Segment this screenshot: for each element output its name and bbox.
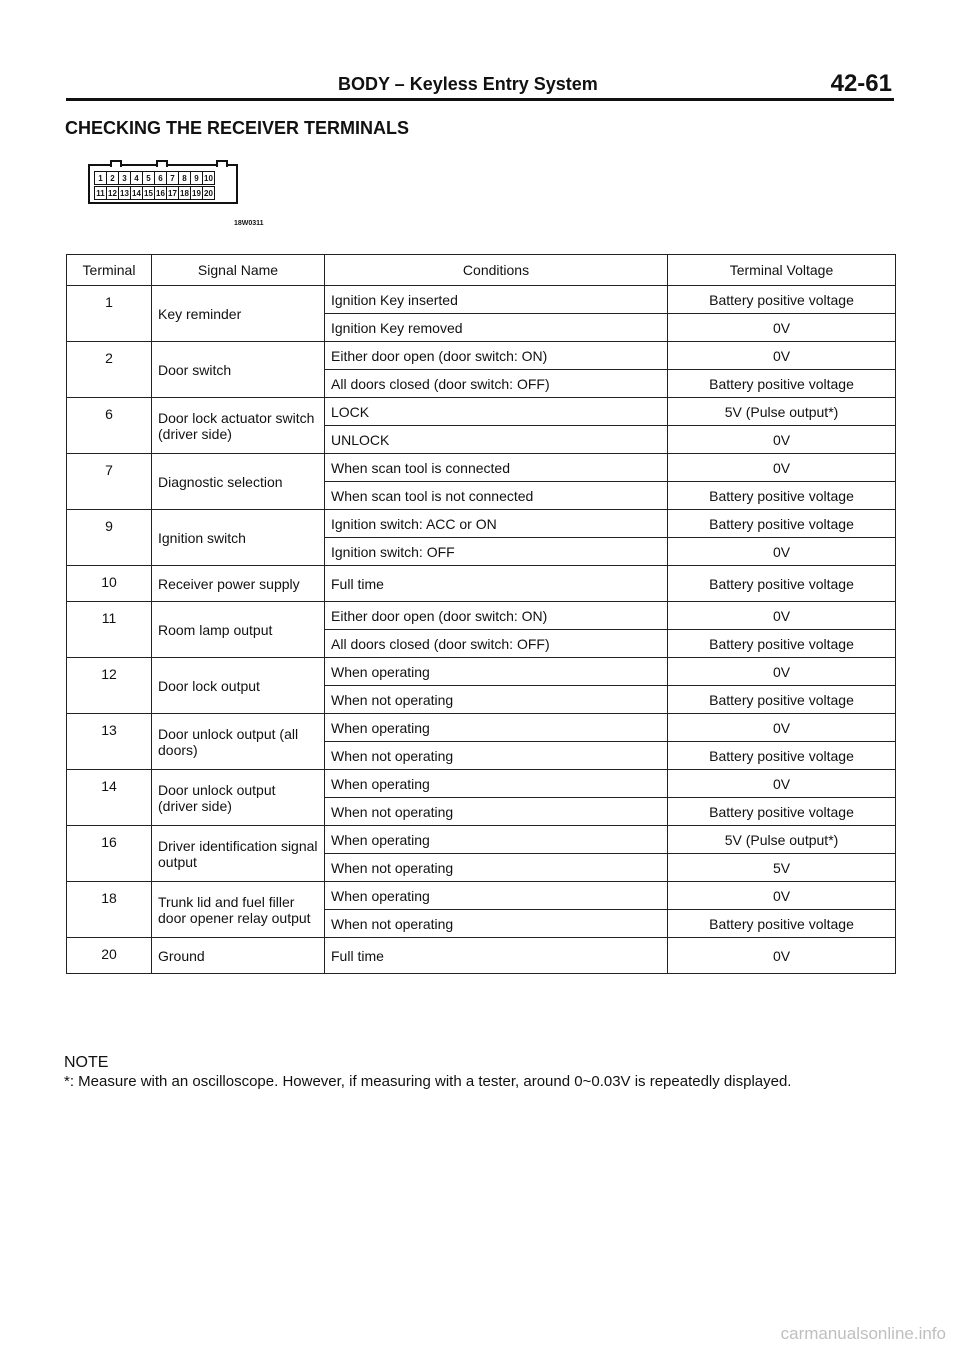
table-row [67, 342, 896, 370]
condition: LOCK [325, 398, 668, 426]
terminal-number: 1 [67, 286, 152, 342]
connector-pin: 9 [190, 171, 203, 185]
terminal-number: 2 [67, 342, 152, 398]
terminal-voltage: 0V [668, 454, 896, 482]
watermark: carmanualsonline.info [780, 1324, 946, 1343]
signal-name: Key reminder [152, 286, 325, 342]
terminal-voltage: 5V (Pulse output*) [668, 826, 896, 854]
signal-name: Receiver power supply [152, 566, 325, 602]
terminal-voltage: Battery positive voltage [668, 510, 896, 538]
condition: Ignition Key removed [325, 314, 668, 342]
terminal-voltage: Battery positive voltage [668, 910, 896, 938]
note-text: *: Measure with an oscilloscope. However, if measuring with a tester, around 0~0.03V is repeatedly displayed. [64, 1073, 792, 1090]
condition: Either door open (door switch: ON) [325, 342, 668, 370]
signal-name: Ignition switch [152, 510, 325, 566]
condition: When not operating [325, 686, 668, 714]
table-row [67, 714, 896, 742]
note-title: NOTE [64, 1054, 109, 1071]
signal-name: Door unlock output (driver side) [152, 770, 325, 826]
table-row [67, 938, 896, 974]
terminal-number: 9 [67, 510, 152, 566]
connector-pin: 19 [190, 186, 203, 200]
header-terminal: Terminal [67, 255, 152, 286]
condition: When operating [325, 658, 668, 686]
terminal-voltage: Battery positive voltage [668, 798, 896, 826]
connector-pin: 3 [118, 171, 131, 185]
terminal-voltage: 0V [668, 714, 896, 742]
terminal-voltage: 0V [668, 538, 896, 566]
header-terminal-voltage: Terminal Voltage [668, 255, 896, 286]
connector-latch-left [110, 160, 122, 167]
table-header-row [67, 255, 896, 286]
terminal-voltage: 0V [668, 882, 896, 910]
condition: When operating [325, 826, 668, 854]
connector-latch-right [216, 160, 228, 167]
connector-pin: 6 [154, 171, 167, 185]
terminal-number: 20 [67, 938, 152, 974]
terminal-voltage: 0V [668, 314, 896, 342]
terminal-voltage: Battery positive voltage [668, 686, 896, 714]
table-row [67, 826, 896, 854]
terminal-voltage: Battery positive voltage [668, 286, 896, 314]
terminal-number: 7 [67, 454, 152, 510]
terminal-number: 10 [67, 566, 152, 602]
table-row [67, 566, 896, 602]
condition: Full time [325, 566, 668, 602]
condition: Either door open (door switch: ON) [325, 602, 668, 630]
connector-pin: 4 [130, 171, 143, 185]
terminal-number: 18 [67, 882, 152, 938]
connector-pin: 15 [142, 186, 155, 200]
connector-diagram [88, 164, 238, 204]
terminal-number: 16 [67, 826, 152, 882]
terminal-number: 12 [67, 658, 152, 714]
condition: When scan tool is connected [325, 454, 668, 482]
signal-name: Trunk lid and fuel filler door opener relay output [152, 882, 325, 938]
connector-pin: 8 [178, 171, 191, 185]
connector-latch-center [156, 160, 168, 167]
terminal-number: 6 [67, 398, 152, 454]
page-number: 42-61 [830, 70, 892, 97]
condition: When operating [325, 770, 668, 798]
table-row [67, 286, 896, 314]
terminal-voltage: Battery positive voltage [668, 370, 896, 398]
section-title: CHECKING THE RECEIVER TERMINALS [65, 118, 410, 138]
condition: All doors closed (door switch: OFF) [325, 630, 668, 658]
table-row [67, 454, 896, 482]
signal-name: Door unlock output (all doors) [152, 714, 325, 770]
signal-name: Diagnostic selection [152, 454, 325, 510]
connector-pin: 10 [202, 171, 215, 185]
terminal-voltage: 0V [668, 770, 896, 798]
connector-pin: 16 [154, 186, 167, 200]
terminal-voltage: Battery positive voltage [668, 742, 896, 770]
table-row [67, 510, 896, 538]
terminal-number: 11 [67, 602, 152, 658]
signal-name: Ground [152, 938, 325, 974]
signal-name: Driver identification signal output [152, 826, 325, 882]
header-signal-name: Signal Name [152, 255, 325, 286]
table-row [67, 398, 896, 426]
terminal-voltage: 0V [668, 426, 896, 454]
terminal-voltage: 0V [668, 342, 896, 370]
connector-pin: 14 [130, 186, 143, 200]
condition: When not operating [325, 742, 668, 770]
connector-pin: 13 [118, 186, 131, 200]
terminal-voltage: 0V [668, 938, 896, 974]
terminal-voltage: 0V [668, 658, 896, 686]
connector-pin: 2 [106, 171, 119, 185]
condition: Ignition switch: OFF [325, 538, 668, 566]
condition: Ignition switch: ACC or ON [325, 510, 668, 538]
table-row [67, 770, 896, 798]
terminal-voltage: 5V (Pulse output*) [668, 398, 896, 426]
connector-pin: 1 [94, 171, 107, 185]
header-conditions: Conditions [325, 255, 668, 286]
header-rule [66, 98, 894, 101]
condition: When not operating [325, 910, 668, 938]
terminal-number: 14 [67, 770, 152, 826]
table-row [67, 602, 896, 630]
signal-name: Door lock actuator switch (driver side) [152, 398, 325, 454]
connector-pin: 20 [202, 186, 215, 200]
table-row [67, 658, 896, 686]
connector-pin: 17 [166, 186, 179, 200]
connector-pin: 11 [94, 186, 107, 200]
condition: When not operating [325, 798, 668, 826]
condition: When operating [325, 714, 668, 742]
terminal-table [66, 254, 896, 974]
connector-pin: 7 [166, 171, 179, 185]
signal-name: Door switch [152, 342, 325, 398]
signal-name: Door lock output [152, 658, 325, 714]
condition: When scan tool is not connected [325, 482, 668, 510]
condition: When not operating [325, 854, 668, 882]
condition: When operating [325, 882, 668, 910]
terminal-voltage: 0V [668, 602, 896, 630]
terminal-voltage: Battery positive voltage [668, 630, 896, 658]
terminal-voltage: 5V [668, 854, 896, 882]
header-title: BODY – Keyless Entry System [338, 74, 598, 94]
connector-caption: 18W0311 [234, 220, 264, 227]
connector-pin-row-bottom [94, 186, 214, 200]
condition: Full time [325, 938, 668, 974]
connector-pin-row-top [94, 171, 214, 185]
terminal-voltage: Battery positive voltage [668, 482, 896, 510]
connector-pin: 18 [178, 186, 191, 200]
terminal-voltage: Battery positive voltage [668, 566, 896, 602]
signal-name: Room lamp output [152, 602, 325, 658]
condition: Ignition Key inserted [325, 286, 668, 314]
connector-pin: 12 [106, 186, 119, 200]
condition: All doors closed (door switch: OFF) [325, 370, 668, 398]
table-row [67, 882, 896, 910]
connector-pin: 5 [142, 171, 155, 185]
condition: UNLOCK [325, 426, 668, 454]
terminal-number: 13 [67, 714, 152, 770]
